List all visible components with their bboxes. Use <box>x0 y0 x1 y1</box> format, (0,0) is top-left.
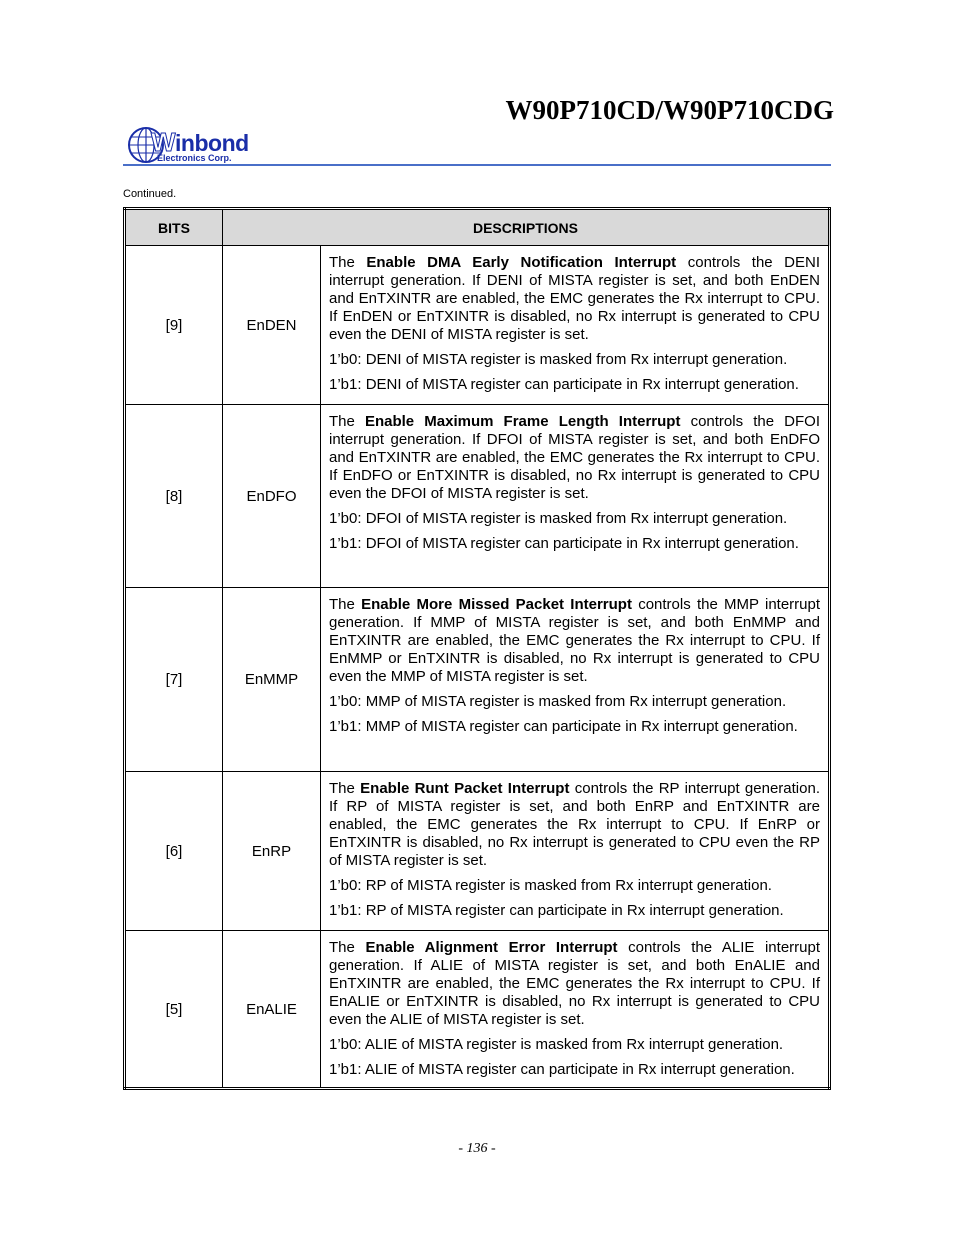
bit-value-0: 1’b0: MMP of MISTA register is masked from Rx interrupt generation. <box>329 693 787 710</box>
description-cell <box>321 588 830 772</box>
header-rule <box>123 164 831 166</box>
bits-cell: [8] <box>125 405 223 588</box>
table-row <box>125 772 830 931</box>
bit-value-0: 1’b0: RP of MISTA register is masked from Rx interrupt generation. <box>329 877 772 894</box>
description-cell <box>321 246 830 405</box>
bits-cell: [7] <box>125 588 223 772</box>
field-name-cell: EnDEN <box>223 246 321 405</box>
logo-wordmark: Winbond <box>151 127 249 157</box>
bit-value-1: 1’b1: DFOI of MISTA register can participate in Rx interrupt generation. <box>329 535 799 552</box>
field-name-cell: EnALIE <box>223 931 321 1089</box>
bit-value-1: 1’b1: DENI of MISTA register can participate in Rx interrupt generation. <box>329 376 799 393</box>
document-title: W90P710CD/W90P710CDG <box>505 95 834 125</box>
bits-cell: [6] <box>125 772 223 931</box>
field-name-cell: EnMMP <box>223 588 321 772</box>
bits-cell: [9] <box>125 246 223 405</box>
bit-value-0: 1’b0: DENI of MISTA register is masked from Rx interrupt generation. <box>329 351 788 368</box>
bit-value-1: 1’b1: ALIE of MISTA register can participate in Rx interrupt generation. <box>329 1061 795 1078</box>
continued-label: Continued. <box>123 188 177 200</box>
description-cell <box>321 405 830 588</box>
logo-subtitle: Electronics Corp. <box>157 153 232 163</box>
descriptions-header: DESCRIPTIONS <box>223 209 830 246</box>
description-text: The Enable DMA Early Notification Interrupt controls the DENI interrupt generation. If DENI of MISTA register is set, and both EnDEN and EnTXINTR are enabled, the EMC generates the Rx interrupt to CPU. If EnDEN or EnTXINTR is disabled, no Rx interrupt is generated to CPU even the DENI of MISTA register is set. <box>329 254 821 343</box>
table-row <box>125 246 830 405</box>
register-bits-table <box>123 207 831 1090</box>
table-row <box>125 931 830 1089</box>
bits-cell: [5] <box>125 931 223 1089</box>
table-row <box>125 588 830 772</box>
bit-value-0: 1’b0: DFOI of MISTA register is masked from Rx interrupt generation. <box>329 510 788 527</box>
bit-value-0: 1’b0: ALIE of MISTA register is masked from Rx interrupt generation. <box>329 1036 784 1053</box>
description-text: The Enable More Missed Packet Interrupt controls the MMP interrupt generation. If MMP of MISTA register is set, and both EnMMP and EnTXINTR are enabled, the EMC generates the Rx interrupt to CPU. If EnMMP or EnTXINTR is disabled, no Rx interrupt is generated to CPU even the MMP of MISTA register is set. <box>329 596 821 685</box>
table-header-row <box>125 209 830 246</box>
description-text: The Enable Maximum Frame Length Interrupt controls the DFOI interrupt generation. If DFOI of MISTA register is set, and both EnDFO and EnTXINTR are enabled, the EMC generates the Rx interrupt to CPU. If EnDFO or EnTXINTR is disabled, no Rx interrupt is generated to CPU even the DFOI of MISTA register is set. <box>329 413 820 502</box>
bits-header: BITS <box>125 209 223 246</box>
description-text: The Enable Runt Packet Interrupt controls the RP interrupt generation. If RP of MISTA register is set, and both EnRP and EnTXINTR are enabled, the EMC generates the Rx interrupt to CPU. If EnRP or EnTXINTR is disabled, no Rx interrupt is generated to CPU even the RP of MISTA register is set. <box>329 780 820 869</box>
bit-value-1: 1’b1: RP of MISTA register can participate in Rx interrupt generation. <box>329 902 784 919</box>
description-cell <box>321 931 830 1089</box>
page-number: - 136 - <box>458 1141 496 1156</box>
description-cell <box>321 772 830 931</box>
table-row <box>125 405 830 588</box>
winbond-logo <box>127 126 257 166</box>
description-text: The Enable Alignment Error Interrupt controls the ALIE interrupt generation. If ALIE of MISTA register is set, and both EnALIE and EnTXINTR are enabled, the EMC generates the Rx interrupt to CPU. If EnALIE or EnTXINTR is disabled, no Rx interrupt is generated to CPU even the ALIE of MISTA register is set. <box>329 939 820 1028</box>
field-name-cell: EnRP <box>223 772 321 931</box>
field-name-cell: EnDFO <box>223 405 321 588</box>
bit-value-1: 1’b1: MMP of MISTA register can participate in Rx interrupt generation. <box>329 718 798 735</box>
